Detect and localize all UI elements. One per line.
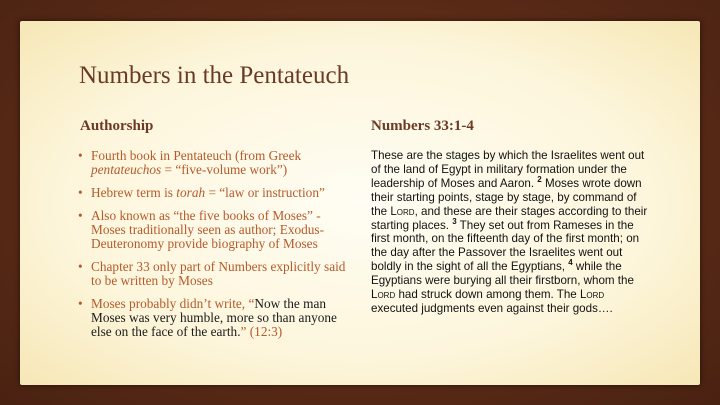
bullet-item: • Also known as “the five books of Moses” - Moses traditionally seen as author; Exodus-Deuteronomy provide biography of Moses [78,209,358,251]
bullet-item: • Hebrew term is torah = “law or instruction” [78,186,358,200]
verse-number: 2 [537,174,542,184]
scripture-passage: These are the stages by which the Israelites went out of the land of Egypt in military formation under the leadership of Moses and Aaron. $^2$ Moses wrote down their starting points, stage by stage, by command of the Lord, and these are their stages according to their starting places. $^3$ They set out from Rameses in the first month, on the fifteenth day of the first month; on the day after the Passover the Israelites went out boldly in the sight of all the Egyptians, $^4$ while the Egyptians were burying all their firstborn, whom the Lord had struck down among them. The Lord executed judgments even against their gods…. [371,149,648,315]
authorship-bullet-list [78,149,358,348]
verse-number: 4 [568,258,573,268]
bullet-item: • Chapter 33 only part of Numbers explicitly said to be written by Moses [78,260,358,288]
bullet-item: • Moses probably didn’t write, “Now the man Moses was very humble, more so than anyone else on the face of the earth.” (12:3) [78,297,358,339]
passage-heading: Numbers 33:1-4 [371,118,474,134]
bullet-item: • Fourth book in Pentateuch (from Greek pentateuchos = “five-volume work”) [78,149,358,177]
slide-title: Numbers in the Pentateuch [79,62,350,89]
quote-text: Now the man Moses was very humble, more so than anyone else on the face of the earth. [91,296,337,339]
verse-number: 3 [452,216,457,226]
authorship-heading: Authorship [80,118,154,134]
